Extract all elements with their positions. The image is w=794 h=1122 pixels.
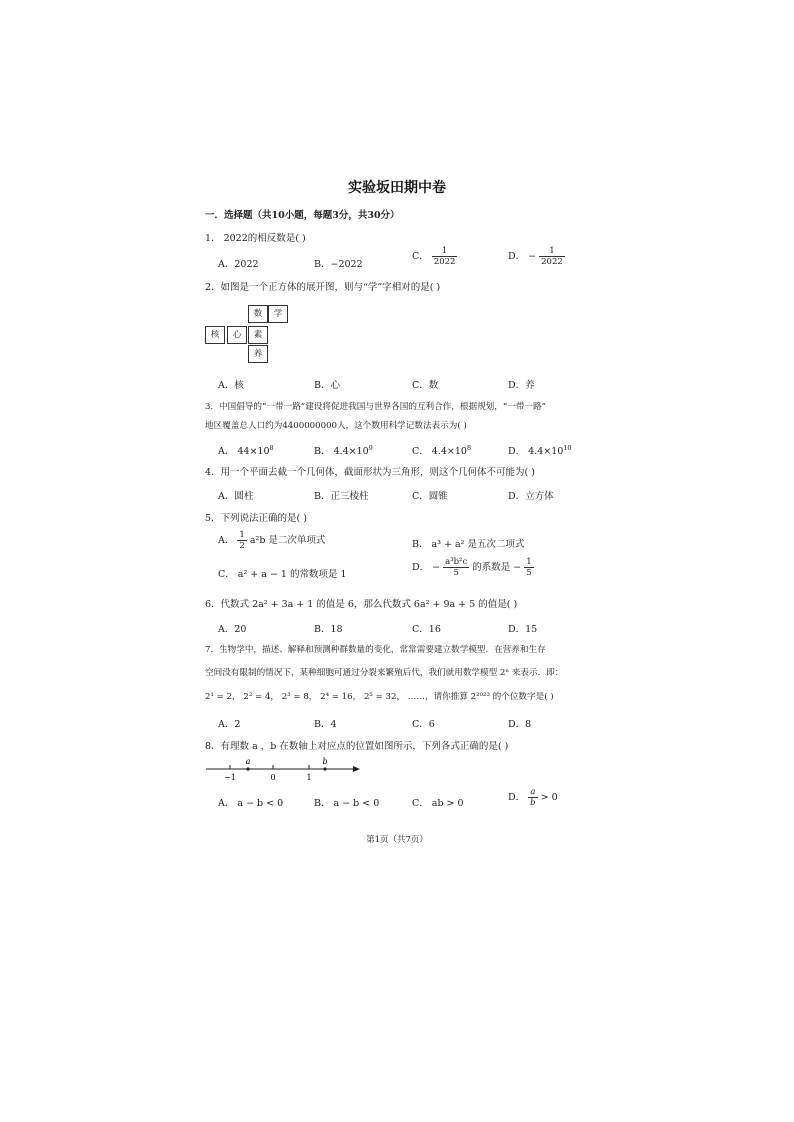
q5-d-fraction [443,557,469,578]
q5-a-numerator: 1 [239,530,245,540]
q8-d-rest: > 0 [540,792,558,803]
q5-a-expression: a²b 是二次单项式 [249,535,326,546]
axis-label-0: 0 [270,773,276,782]
q5-d-middle-text: 的系数是 − [472,562,522,573]
q8-d-fraction [528,787,537,808]
q1-option-d [508,246,565,267]
q1-option-a: A．2022 [218,259,259,270]
q4-option-d: D．立方体 [508,491,554,502]
q3-c-base: C． 4.4×10 [412,446,467,457]
q3-d-exponent: 10 [563,443,572,452]
q2-option-d: D．养 [508,380,535,391]
question-7-stem-line3: 2¹ = 2， 2² = 4， 2³ = 8， 2⁴ = 16， 2⁵ = 32， ……，请你推算 2²⁰²³ 的个位数字是( ) [205,692,554,702]
q3-d-base: D． 4.4×10 [508,446,564,457]
q1-d-denominator: 2022 [541,257,563,267]
number-line-arrow [353,766,360,772]
q1-c-label: C． [412,251,429,262]
q5-d-denominator: 5 [453,568,459,578]
q3-b-base: B． 4.4×10 [314,446,369,457]
net-cell-yang: 养 [248,345,268,363]
q8-option-a: A． a − b < 0 [218,798,284,809]
q3-option-b [314,443,373,457]
q1-c-fraction [432,246,458,267]
question-3-stem-line2: 地区覆盖总人口约为4400000000人，这个数用科学记数法表示为( ) [205,421,467,431]
point-b-dot [323,767,326,770]
axis-label-minus-1: −1 [224,773,236,782]
question-1-stem: 1． 2022的相反数是( ) [205,233,306,244]
q3-b-exponent: 9 [368,443,373,452]
q1-c-denominator: 2022 [433,257,456,267]
q7-option-d: D．8 [508,719,532,730]
q1-d-fraction [539,246,565,267]
question-6-stem: 6．代数式 2a² + 3a + 1 的值是 6，那么代数式 6a² + 9a + 5 的值是( ) [205,599,518,610]
q1-c-numerator: 1 [432,246,458,257]
q3-c-exponent: 8 [466,443,472,452]
question-3-stem-line1: 3．中国倡导的“一带一路”建设将促进我国与世界各国的互利合作，根据规划，“一带一路” [205,402,547,412]
q8-d-denominator: b [530,798,536,808]
q3-option-c [412,443,471,457]
q2-option-b: B．心 [314,380,340,391]
number-line-figure [204,756,364,784]
q8-d-numerator: a [528,787,537,798]
q4-option-a: A．圆柱 [218,491,254,502]
q5-d-coef-numerator: 1 [526,557,532,567]
q6-option-a: A．20 [218,624,247,635]
q6-option-c: C．16 [412,624,441,635]
q2-option-c: C．数 [412,380,439,391]
q7-option-a: A．2 [218,719,241,730]
question-2-stem: 2．如图是一个正方体的展开图，则与“学”字相对的是( ) [205,282,441,293]
q5-d-label: D． − [412,562,441,573]
q4-option-b: B．正三棱柱 [314,491,369,502]
q5-a-label: A． [218,535,235,546]
q5-d-coefficient-fraction [524,557,533,578]
q1-option-c [412,246,457,267]
point-a-label: a [245,757,251,766]
q1-option-b: B．−2022 [314,259,363,270]
question-4-stem: 4．用一个平面去截一个几何体，截面形状为三角形，则这个几何体不可能为( ) [205,467,535,478]
q5-d-coef-denominator: 5 [526,568,532,578]
q6-option-b: B．18 [314,624,343,635]
q2-option-a: A．核 [218,380,244,391]
q5-d-numerator: a³b²c [445,557,468,567]
q5-a-denominator: 2 [239,541,245,551]
q4-option-c: C．圆锥 [412,491,448,502]
q7-option-c: C．6 [412,719,435,730]
q5-a-fraction [237,530,246,551]
point-a-dot [246,767,249,770]
page-title: 实验坂田期中卷 [348,180,446,196]
q5-option-a [218,530,325,551]
q3-option-d [508,443,572,457]
q6-option-d: D．15 [508,624,538,635]
net-cell-shu: 数 [248,305,268,323]
net-cell-he: 核 [205,326,225,344]
q5-option-c: C． a² + a − 1 的常数项是 1 [218,569,347,580]
net-cell-xue: 学 [268,305,288,323]
q3-option-a [218,443,274,457]
q3-a-base: A． 44×10 [218,446,270,457]
net-cell-xin: 心 [227,326,247,344]
axis-label-1: 1 [306,773,312,782]
q7-option-b: B．4 [314,719,337,730]
q8-option-c: C． ab > 0 [412,798,464,809]
q8-option-b: B． a − b < 0 [314,798,380,809]
q8-option-d [508,787,558,808]
section-heading: 一．选择题（共10小题，每题3分，共30分） [205,210,400,221]
question-7-stem-line2: 空间没有限制的情况下，某种细胞可通过分裂来繁殖后代，我们就用数学模型 2ⁿ 来表示．即： [205,668,564,678]
q1-d-numerator: 1 [539,246,565,257]
net-cell-su: 素 [248,326,268,344]
question-7-stem-line1: 7．生物学中，描述、解释和预测种群数量的变化，常常需要建立数学模型．在营养和生存 [205,645,546,655]
q1-d-label: D． − [508,251,537,262]
question-8-stem: 8．有理数 a ，b 在数轴上对应点的位置如图所示，下列各式正确的是( ) [205,741,509,752]
q5-option-d [412,557,534,578]
question-5-stem: 5．下列说法正确的是( ) [205,513,307,524]
q3-a-exponent: 8 [269,443,274,452]
page-footer: 第1页（共7页） [366,835,428,845]
q8-d-label: D． [508,792,526,803]
q5-option-b: B． a³ + a² 是五次二项式 [412,539,525,550]
point-b-label: b [322,757,328,766]
